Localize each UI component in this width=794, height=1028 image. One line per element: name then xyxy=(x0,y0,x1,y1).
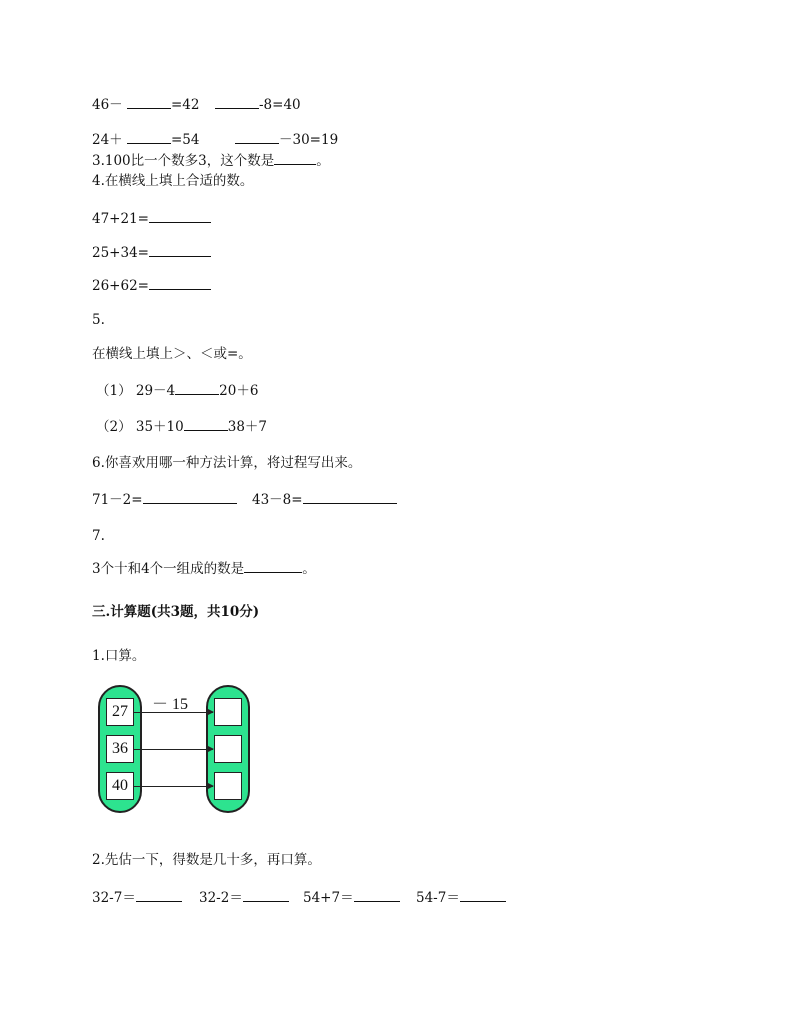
equation-2a-right: =54 xyxy=(170,132,200,148)
equation-2a-left: 24＋ xyxy=(92,132,123,148)
question-6-b xyxy=(252,491,397,509)
arrow xyxy=(134,786,213,787)
question-6-a xyxy=(92,491,237,509)
answer-blank[interactable] xyxy=(235,131,279,144)
equation-row-2 xyxy=(92,131,199,149)
mental-math-diagram xyxy=(98,683,258,815)
question-4-title: 4.在横线上填上合适的数。 xyxy=(92,173,254,189)
answer-blank[interactable] xyxy=(149,277,211,290)
answer-box[interactable] xyxy=(214,772,242,800)
equation-row-1b xyxy=(215,96,301,114)
answer-blank[interactable] xyxy=(127,96,171,109)
question-7-end: 。 xyxy=(302,561,316,577)
input-box: 40 xyxy=(106,772,134,800)
question-6-title: 6.你喜欢用哪一种方法计算，将过程写出来。 xyxy=(92,455,362,471)
answer-box[interactable] xyxy=(214,735,242,763)
answer-box[interactable] xyxy=(214,698,242,726)
answer-blank[interactable] xyxy=(136,889,182,902)
arrow xyxy=(134,749,213,750)
expression: 43－8= xyxy=(252,492,303,508)
equation-1a-left: 46－ xyxy=(92,97,123,113)
expression: 25+34= xyxy=(92,245,149,261)
expression: 47+21= xyxy=(92,211,149,227)
question-4-item-1 xyxy=(92,210,211,228)
answer-blank[interactable] xyxy=(149,244,211,257)
answer-blank[interactable] xyxy=(354,889,400,902)
question-7 xyxy=(92,560,316,578)
answer-blank[interactable] xyxy=(215,96,259,109)
equation-row-2b xyxy=(235,131,338,149)
comparison-right: 38＋7 xyxy=(227,419,268,435)
question-4-item-3 xyxy=(92,277,211,295)
answer-blank[interactable] xyxy=(143,491,237,504)
calc-question-2-item-4 xyxy=(416,889,506,907)
answer-blank[interactable] xyxy=(149,210,211,223)
answer-blank[interactable] xyxy=(175,382,219,395)
answer-blank[interactable] xyxy=(460,889,506,902)
equation-1b-right: -8=40 xyxy=(259,97,301,113)
question-5-item-1 xyxy=(96,382,258,400)
comparison-right: 20＋6 xyxy=(219,383,259,399)
question-3 xyxy=(92,152,330,170)
question-5-number: 5. xyxy=(92,312,105,328)
operator-label: － 15 xyxy=(152,696,189,713)
expression: 71－2= xyxy=(92,492,143,508)
question-7-text: 3个十和4个一组成的数是 xyxy=(92,561,245,577)
question-4-item-2 xyxy=(92,244,211,262)
question-3-end: 。 xyxy=(316,153,330,169)
expression: 54-7＝ xyxy=(416,890,460,906)
input-box: 27 xyxy=(106,698,134,726)
question-7-number: 7. xyxy=(92,528,105,544)
answer-blank[interactable] xyxy=(274,152,316,165)
answer-blank[interactable] xyxy=(184,418,228,431)
calc-question-2-item-1 xyxy=(92,889,182,907)
question-5-instruction: 在横线上填上＞、＜或=。 xyxy=(92,346,252,362)
answer-blank[interactable] xyxy=(243,889,289,902)
calc-question-2-title: 2.先估一下，得数是几十多，再口算。 xyxy=(92,852,321,868)
expression: 32-2＝ xyxy=(199,890,243,906)
comparison-left: （1） 29－4 xyxy=(96,383,176,399)
calc-question-1-title: 1.口算。 xyxy=(92,648,146,664)
question-3-text: 3.100比一个数多3，这个数是 xyxy=(92,153,275,169)
expression: 54+7＝ xyxy=(303,890,354,906)
answer-blank[interactable] xyxy=(244,560,302,573)
expression: 32-7＝ xyxy=(92,890,136,906)
equation-2b-right: －30=19 xyxy=(279,132,339,148)
question-5-item-2 xyxy=(96,418,267,436)
input-box: 36 xyxy=(106,735,134,763)
answer-blank[interactable] xyxy=(127,131,171,144)
section-heading: 三.计算题(共3题，共10分) xyxy=(92,604,260,620)
comparison-left: （2） 35＋10 xyxy=(96,419,184,435)
calc-question-2-item-2 xyxy=(199,889,289,907)
calc-question-2-item-3 xyxy=(303,889,400,907)
equation-1a-right: =42 xyxy=(170,97,200,113)
expression: 26+62= xyxy=(92,278,149,294)
answer-blank[interactable] xyxy=(303,491,397,504)
equation-row-1 xyxy=(92,96,199,114)
